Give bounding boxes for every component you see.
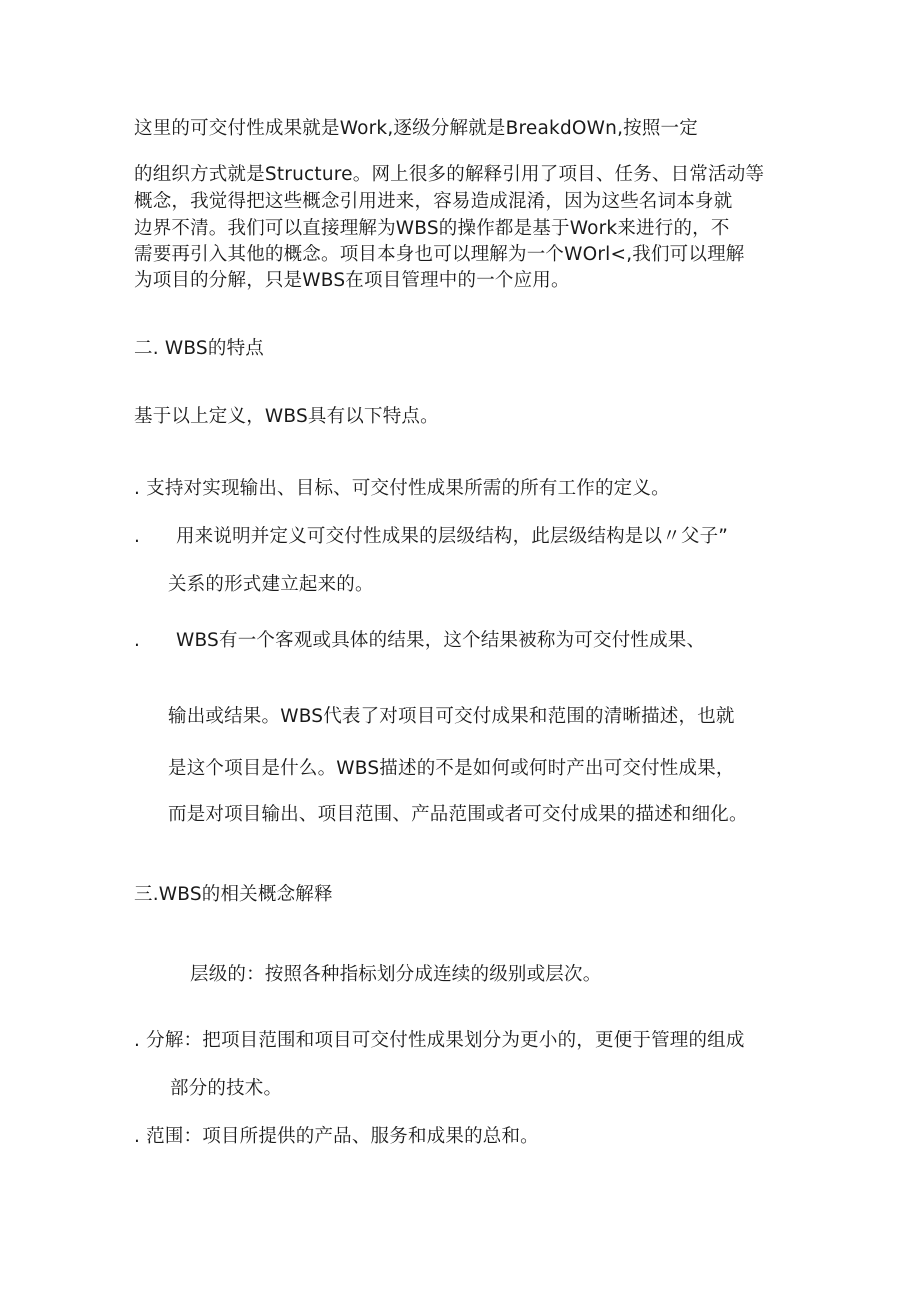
paragraph-1-line-4: 边界不清。我们可以直接理解为WBS的操作都是基于Work来进行的，不 [134,218,730,239]
feature-line-3b: 输出或结果。WBS代表了对项目可交付成果和范围的清晰描述，也就 [168,706,735,727]
feature-bullet-3: . [134,630,141,651]
paragraph-1-line-5: 需要再引入其他的概念。项目本身也可以理解为一个WOrl<,我们可以理解 [134,244,745,265]
paragraph-1-line-2: 的组织方式就是Structure。网上很多的解释引用了项目、任务、日常活动等 [134,164,765,185]
feature-line-3c: 是这个项目是什么。WBS描述的不是如何或何时产出可交付性成果， [168,758,735,779]
concept-line-3: . 范围：项目所提供的产品、服务和成果的总和。 [134,1126,539,1147]
concept-line-2: . 分解：把项目范围和项目可交付性成果划分为更小的，更便于管理的组成 [134,1030,745,1051]
feature-line-3d: 而是对项目输出、项目范围、产品范围或者可交付成果的描述和细化。 [168,804,748,825]
paragraph-1-line-6: 为项目的分解，只是WBS在项目管理中的一个应用。 [134,270,570,291]
concept-line-1: 层级的：按照各种指标划分成连续的级别或层次。 [190,964,602,985]
feature-line-3: WBS有一个客观或具体的结果，这个结果被称为可交付性成果、 [176,630,706,651]
section-intro-2: 基于以上定义，WBS具有以下特点。 [134,406,439,427]
section-heading-2: 二. WBS的特点 [134,338,264,359]
feature-line-2: 用来说明并定义可交付性成果的层级结构，此层级结构是以〃父子” [176,526,729,547]
section-heading-3: 三.WBS的相关概念解释 [134,884,333,905]
feature-line-2b: 关系的形式建立起来的。 [168,574,374,595]
paragraph-1-line-3: 概念，我觉得把这些概念引用进来，容易造成混淆，因为这些名词本身就 [134,191,733,212]
feature-line-1: . 支持对实现输出、目标、可交付性成果所需的所有工作的定义。 [134,478,670,499]
paragraph-1-line-1: 这里的可交付性成果就是Work,逐级分解就是BreakdOWn,按照一定 [134,118,698,139]
concept-line-2b: 部分的技术。 [170,1078,283,1099]
feature-bullet-2: . [134,526,141,547]
